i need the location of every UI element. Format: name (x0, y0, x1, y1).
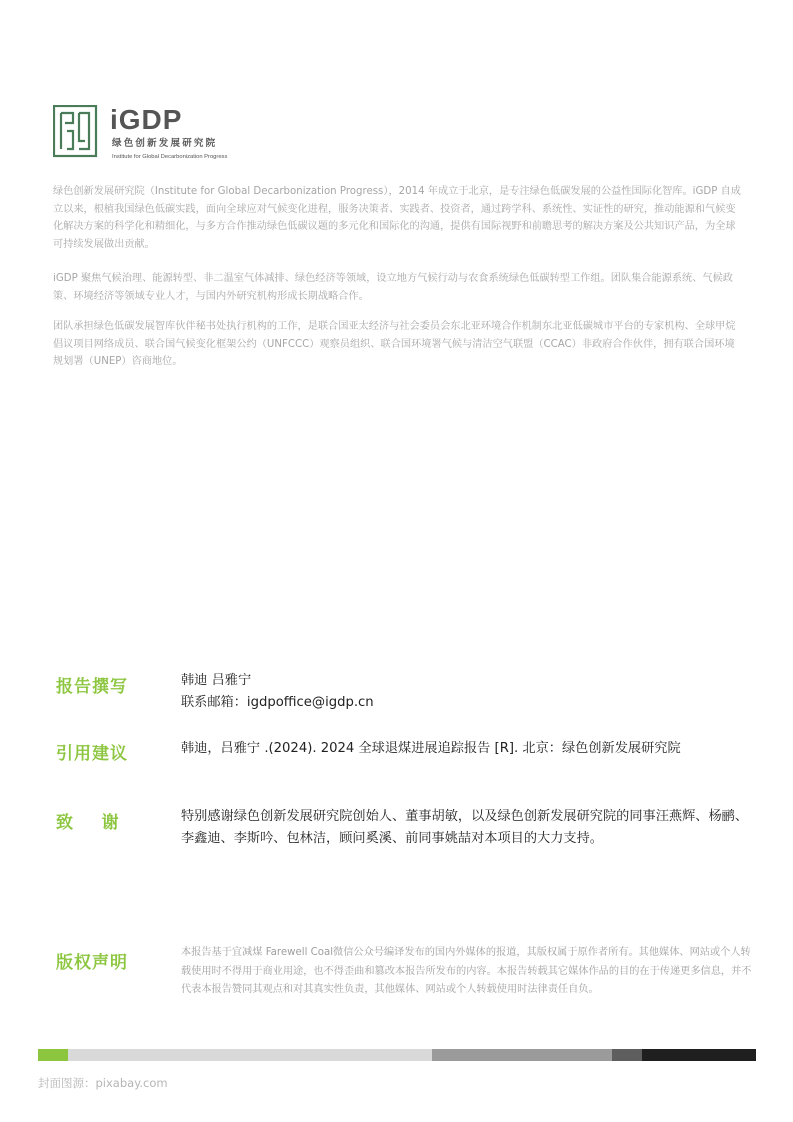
citation-label: 引用建议 (56, 744, 128, 764)
footer-bar-dark-gray (612, 1049, 642, 1061)
logo-wordmark: iGDP (110, 105, 183, 135)
footer-bar-black (642, 1049, 756, 1061)
seal-mark (54, 106, 96, 156)
copyright-label: 版权声明 (56, 953, 128, 973)
logo-name-en: Institute for Global Decarbonization Progress (112, 154, 228, 160)
footer-bar-green (38, 1049, 68, 1061)
author-names: 韩迪 吕雅宁 (181, 673, 252, 688)
footer-bar-light-gray (68, 1049, 432, 1061)
intro-paragraph-3: 团队承担绿色低碳发展智库伙伴秘书处执行机构的工作，是联合国亚太经济与社会委员会东北亚环境合作机制东北亚低碳城市平台的专家机构、全球甲烷倡议项目网络成员、联合国气候变化框架公约（UNFCCC）观察员组织、联合国环境署气候与清洁空气联盟（CCAC）非政府合作伙伴，拥有联合国环境规划署（UNEP）咨商地位。 (53, 321, 736, 367)
citation-text: 韩迪，吕雅宁 .(2024). 2024 全球退煤进展追踪报告 [R]. 北京：绿色创新发展研究院 (181, 741, 681, 756)
thanks-label: 致 谢 (56, 813, 120, 833)
contact-email[interactable]: 联系邮箱：igdpoffice@igdp.cn (181, 695, 374, 710)
logo-name-cn: 绿色创新发展研究院 (112, 138, 218, 149)
authors-block (181, 670, 761, 714)
cover-image-credit: 封面图源：pixabay.com (38, 1076, 168, 1090)
footer-bar-mid-gray (432, 1049, 612, 1061)
igdp-logo (53, 105, 253, 161)
intro-paragraph-2: iGDP 聚焦气候治理、能源转型、非二温室气体减排、绿色经济等领域，设立地方气候行动与农食系统绿色低碳转型工作组。团队集合能源系统、气候政策、环境经济等领域专业人才，与国内外研究机构形成长期战略合作。 (53, 273, 733, 302)
copyright-text: 本报告基于宜减煤 Farewell Coal微信公众号编译发布的国内外媒体的报道，其版权属于原作者所有。其他媒体、网站或个人转载使用时不得用于商业用途，也不得歪曲和篡改本报告所发布的内容。本报告转载其它媒体作品的目的在于传递更多信息，并不代表本报告赞同其观点和对其真实性负责，其他媒体、网站或个人转载使用时法律责任自负。 (181, 947, 752, 995)
intro-paragraph-1: 绿色创新发展研究院（Institute for Global Decarbonization Progress），2014 年成立于北京，是专注绿色低碳发展的公益性国际化智库。iGDP 自成立以来，根植我国绿色低碳实践，面向全球应对气候变化进程，服务决策者、实践者、投资者，通过跨学科、系统性、实证性的研究，推动能源和气候变化解决方案的科学化和精细化，与多方合作推动绿色低碳议题的多元化和国际化的沟通，提供有国际视野和前瞻思考的解决方案及公共知识产品，为全球可持续发展做出贡献。 (53, 186, 741, 250)
authors-label: 报告撰写 (56, 677, 128, 697)
thanks-text: 特别感谢绿色创新发展研究院创始人、董事胡敏，以及绿色创新发展研究院的同事汪燕辉、杨鹂、李鑫迪、李斯吟、包林洁，顾问奚溪、前同事姚喆对本项目的大力支持。 (181, 809, 749, 846)
